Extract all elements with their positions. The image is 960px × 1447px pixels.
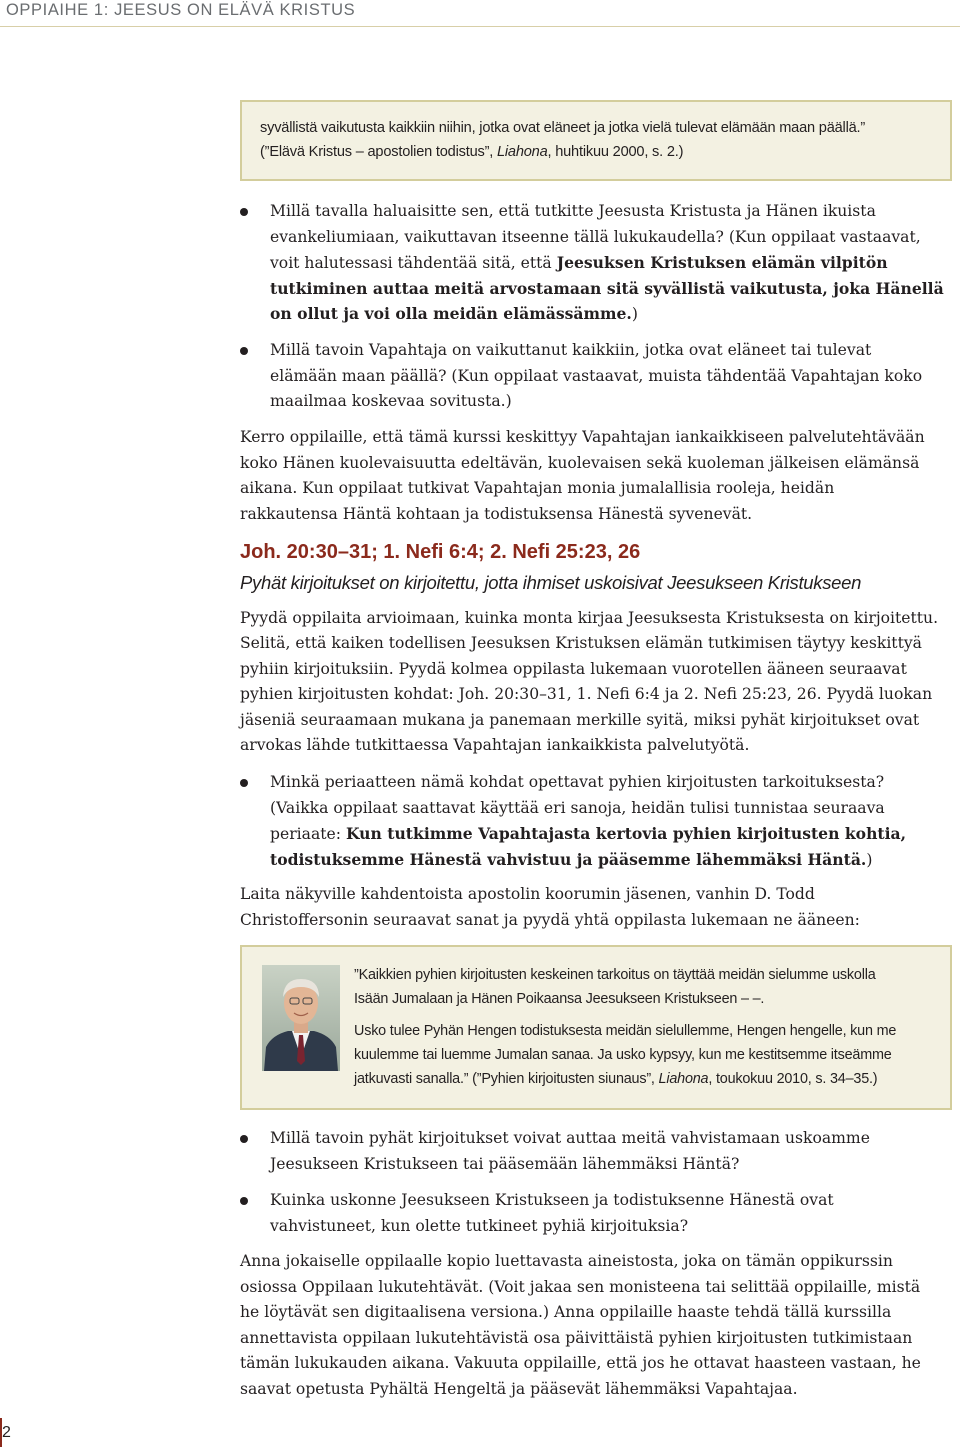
quote-line: syvällistä vaikutusta kaikkiin niihin, jotka ovat eläneet ja jotka vielä tulevat elämään maan päällä.” [260, 120, 866, 136]
paragraph-line: Kerro oppilaille, että tämä kurssi keskittyy Vapahtajan iankaikkiseen palvelutehtävään [240, 428, 925, 446]
bullet-text: Jeesukseen Kristukseen tai pääsemään lähemmäksi Häntä? [270, 1155, 740, 1173]
scripture-reference-heading: Joh. 20:30–31; 1. Nefi 6:4; 2. Nefi 25:23, 26 [240, 541, 641, 563]
bullet-text: Kuinka uskonne Jeesukseen Kristukseen ja todistuksenne Hänestä ovat [270, 1191, 834, 1209]
paragraph-line: tämän lukukauden aikana. Vakuuta oppilaille, että jos he ottavat haasteen vastaan, he [240, 1354, 921, 1372]
paragraph-line: annettavista oppilaan lukutehtävistä osa päivittäistä pyhien kirjoitusten tutkimistaan [240, 1329, 913, 1347]
bullet-text: periaate: Kun tutkimme Vapahtajasta kertovia pyhien kirjoitusten kohtia, [270, 824, 907, 843]
bullet-icon [240, 347, 248, 355]
paragraph-line: arvokas lähde tutkittaessa Vapahtajan iankaikkista palvelutyötä. [240, 736, 750, 754]
paragraph-line: koko Hänen kuolevaisuutta edeltävän, kuolevaisen sekä kuoleman jälkeisen elämänsä [240, 454, 920, 472]
paragraph-line: jäseniä seuraamaan mukana ja panemaan merkille syitä, miksi pyhät kirjoitukset ovat [240, 711, 920, 729]
portrait-photo [262, 965, 340, 1071]
paragraph-line: pyhiin kirjoituksiin. Pyydä kolmea oppilasta lukemaan vuorotellen ääneen seuraavat [240, 660, 907, 678]
apostle-quote-box [240, 945, 952, 1110]
paragraph-line: osiossa Oppilaan lukutehtävät. (Voit jakaa sen monisteena tai selittää oppilaille, mistä [240, 1278, 921, 1296]
bullet-text: vahvistuneet, kun olette tutkineet pyhiä kirjoituksia? [270, 1217, 689, 1235]
quote-box [240, 100, 952, 181]
paragraph-line: Laita näkyville kahdentoista apostolin koorumin jäsenen, vanhin D. Todd [240, 885, 815, 903]
quote-citation: (”Elävä Kristus – apostolien todistus”, Liahona, huhtikuu 2000, s. 2.) [260, 144, 684, 160]
paragraph-line: Selitä, että kaiken todellisen Jeesuksen Kristuksen elämän tutkimisen täytyy keskittyä [240, 634, 922, 652]
paragraph-line: he löytävät sen digitaalisena versiona.) Anna oppilaille haaste tehdä tällä kurssilla [240, 1303, 892, 1321]
paragraph-line: rakkautensa Häntä kohtaan ja todistuksensa Hänestä syvenevät. [240, 505, 753, 523]
bullet-text: elämään maan päällä? (Kun oppilaat vastaavat, muista tähdentää Vapahtajan koko [270, 367, 923, 385]
bullet-icon [240, 208, 248, 216]
bullet-text: evankeliumiaan, vaikuttavan itseenne tällä lukukaudella? (Kun oppilaat vastaavat, [270, 228, 921, 246]
bullet-text: voit halutessasi tähdentää sitä, että Jeesuksen Kristuksen elämän vilpitön [270, 253, 888, 272]
quote-line: kuulemme tai luemme Jumalan sanaa. Ja usko kypsyy, kun me kestitsemme itseämme [354, 1047, 892, 1063]
paragraph-line: saavat opetusta Pyhältä Hengeltä ja pääsevät lähemmäksi Vapahtajaa. [240, 1380, 798, 1398]
quote-line: Isään Jumalaan ja Hänen Poikaansa Jeesukseen Kristukseen – –. [354, 991, 765, 1007]
running-header [0, 0, 960, 27]
bullet-text: Millä tavoin Vapahtaja on vaikuttanut kaikkiin, jotka ovat eläneet tai tulevat [270, 341, 872, 359]
paragraph-line: aikana. Kun oppilaat tutkivat Vapahtajan monia jumalallisia rooleja, heidän [240, 479, 835, 497]
bullet-text: todistuksemme Hänestä vahvistuu ja pääsemme lähemmäksi Häntä.) [270, 850, 873, 869]
bullet-text: on ollut ja voi olla meidän elämässämme.) [270, 304, 638, 323]
bullet-text: (Vaikka oppilaat saattavat käyttää eri sanoja, heidän tulisi tunnistaa seuraava [270, 799, 885, 817]
page-number: 2 [2, 1424, 11, 1441]
quote-citation: jatkuvasti sanalla.” (”Pyhien kirjoitusten siunaus”, Liahona, toukokuu 2010, s. 34–35.) [354, 1071, 878, 1087]
bullet-icon [240, 779, 248, 787]
paragraph-line: pyhien kirjoitusten kohdat: Joh. 20:30–31, 1. Nefi 6:4 ja 2. Nefi 25:23, 26. Pyydä luokan [240, 685, 933, 703]
bullet-icon [240, 1197, 248, 1205]
bullet-text: maailmaa koskevaa sovitusta.) [270, 392, 512, 410]
quote-line: Usko tulee Pyhän Hengen todistuksesta meidän sielullemme, Hengen hengelle, kun me [354, 1023, 897, 1039]
principle-heading: Pyhät kirjoitukset on kirjoitettu, jotta ihmiset uskoisivat Jeesukseen Kristukseen [240, 572, 862, 593]
bullet-text: Millä tavoin pyhät kirjoitukset voivat auttaa meitä vahvistamaan uskoamme [270, 1129, 870, 1147]
bullet-text: Millä tavalla haluaisitte sen, että tutkitte Jeesusta Kristusta ja Hänen ikuista [270, 202, 876, 220]
bullet-text: tutkiminen auttaa meitä arvostamaan sitä syvällistä vaikutusta, joka Hänellä [270, 279, 944, 298]
paragraph-line: Christoffersonin seuraavat sanat ja pyydä yhtä oppilasta lukemaan ne ääneen: [240, 911, 860, 929]
bullet-text: Minkä periaatteen nämä kohdat opettavat pyhien kirjoitusten tarkoituksesta? [270, 773, 885, 791]
quote-line: ”Kaikkien pyhien kirjoitusten keskeinen tarkoitus on täyttää meidän sielumme uskolla [354, 967, 876, 983]
paragraph-line: Anna jokaiselle oppilaalle kopio luettavasta aineistosta, joka on tämän oppikurssin [240, 1252, 893, 1270]
header-title: OPPIAIHE 1: JEESUS ON ELÄVÄ KRISTUS [6, 1, 356, 19]
bullet-icon [240, 1135, 248, 1143]
paragraph-line: Pyydä oppilaita arvioimaan, kuinka monta kirjaa Jeesuksesta Kristuksesta on kirjoitettu. [240, 609, 939, 627]
